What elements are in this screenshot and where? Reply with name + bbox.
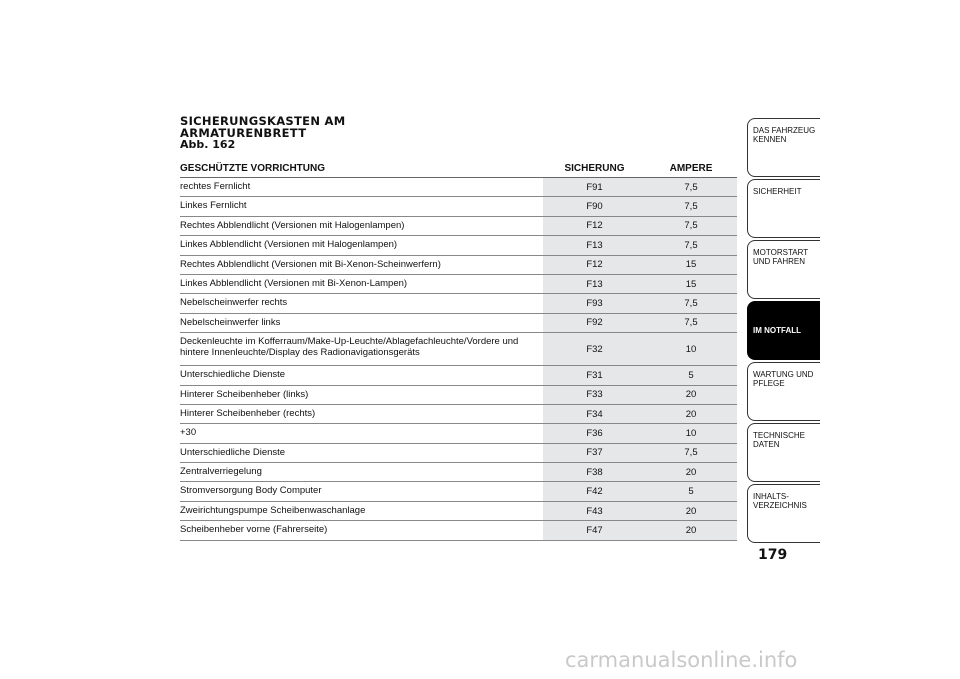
row-ampere: 10 — [645, 424, 737, 442]
header-device: GESCHÜTZTE VORRICHTUNG — [180, 163, 325, 174]
row-fuse: F42 — [543, 482, 646, 500]
row-fuse: F38 — [543, 463, 646, 481]
row-ampere: 20 — [645, 386, 737, 404]
chapter-tab[interactable] — [747, 423, 820, 482]
table-row — [180, 178, 737, 197]
row-ampere: 7,5 — [645, 178, 737, 196]
row-fuse: F31 — [543, 366, 646, 384]
row-ampere: 7,5 — [645, 444, 737, 462]
table-row — [180, 405, 737, 424]
table-row — [180, 197, 737, 216]
chapter-tab[interactable] — [747, 179, 820, 238]
table-row — [180, 366, 737, 385]
row-ampere: 7,5 — [645, 217, 737, 235]
table-row — [180, 463, 737, 482]
row-ampere: 15 — [645, 275, 737, 293]
row-fuse: F13 — [543, 275, 646, 293]
row-device: Nebelscheinwerfer rechts — [180, 297, 288, 309]
row-ampere: 5 — [645, 482, 737, 500]
row-device: Zentralverriegelung — [180, 466, 262, 478]
row-ampere: 7,5 — [645, 236, 737, 254]
table-row — [180, 256, 737, 275]
table-row — [180, 294, 737, 313]
chapter-tab-label: MOTORSTART UND FAHREN — [753, 248, 808, 266]
row-device: Scheibenheber vorne (Fahrerseite) — [180, 524, 328, 536]
section-heading — [180, 115, 346, 151]
row-fuse: F33 — [543, 386, 646, 404]
row-device: Linkes Abblendlicht (Versionen mit Halogenlampen) — [180, 239, 398, 251]
row-device: Hinterer Scheibenheber (links) — [180, 388, 309, 400]
row-ampere: 7,5 — [645, 197, 737, 215]
table-row — [180, 314, 737, 333]
row-device: Linkes Fernlicht — [180, 200, 247, 212]
table-row — [180, 444, 737, 463]
table-row — [180, 333, 737, 366]
table-row — [180, 236, 737, 255]
chapter-tab[interactable] — [747, 484, 820, 543]
row-device: Deckenleuchte im Kofferraum/Make-Up-Leuchte/Ablagefachleuchte/Vordere und hintere Innenleuchte/Display des Radionavigationsgeräts — [180, 336, 519, 359]
row-fuse: F12 — [543, 217, 646, 235]
row-fuse: F92 — [543, 314, 646, 332]
row-fuse: F37 — [543, 444, 646, 462]
row-device: +30 — [180, 427, 197, 439]
row-device: Stromversorgung Body Computer — [180, 485, 322, 497]
row-ampere: 20 — [645, 463, 737, 481]
chapter-tab-label: SICHERHEIT — [753, 187, 802, 196]
row-ampere: 20 — [645, 502, 737, 520]
row-fuse: F32 — [543, 333, 646, 365]
heading-line2: ARMATURENBRETT — [180, 126, 307, 140]
table-row — [180, 424, 737, 443]
chapter-tabs — [747, 118, 820, 545]
row-fuse: F47 — [543, 521, 646, 539]
row-device: Rechtes Abblendlicht (Versionen mit Halogenlampen) — [180, 219, 405, 231]
row-fuse: F43 — [543, 502, 646, 520]
row-device: Zweirichtungspumpe Scheibenwaschanlage — [180, 504, 366, 516]
table-row — [180, 275, 737, 294]
row-ampere: 7,5 — [645, 314, 737, 332]
row-device: Unterschiedliche Dienste — [180, 446, 286, 458]
row-device: Hinterer Scheibenheber (rechts) — [180, 407, 316, 419]
page-number: 179 — [758, 547, 788, 563]
row-device: Rechtes Abblendlicht (Versionen mit Bi-Xenon-Scheinwerfern) — [180, 258, 441, 270]
heading-line1: SICHERUNGSKASTEN AM — [180, 114, 346, 128]
figure-reference: Abb. 162 — [180, 138, 236, 151]
row-ampere: 20 — [645, 521, 737, 539]
table-body — [180, 178, 737, 541]
chapter-tab-label: IM NOTFALL — [753, 326, 801, 335]
table-row — [180, 217, 737, 236]
row-ampere: 15 — [645, 256, 737, 274]
row-fuse: F13 — [543, 236, 646, 254]
row-fuse: F36 — [543, 424, 646, 442]
chapter-tab[interactable] — [747, 240, 820, 299]
chapter-tab[interactable] — [747, 118, 820, 177]
table-header — [180, 161, 737, 178]
row-device: rechtes Fernlicht — [180, 181, 251, 192]
row-ampere: 7,5 — [645, 294, 737, 312]
table-row — [180, 482, 737, 501]
table-row — [180, 521, 737, 540]
chapter-tab-label: INHALTS- VERZEICHNIS — [753, 492, 807, 510]
row-fuse: F12 — [543, 256, 646, 274]
row-ampere: 20 — [645, 405, 737, 423]
header-fuse: SICHERUNG — [564, 163, 625, 174]
row-ampere: 5 — [645, 366, 737, 384]
header-ampere: AMPERE — [669, 163, 713, 174]
chapter-tab[interactable] — [747, 301, 820, 360]
row-device: Linkes Abblendlicht (Versionen mit Bi-Xenon-Lampen) — [180, 277, 408, 289]
chapter-tab-label: DAS FAHRZEUG KENNEN — [753, 126, 816, 144]
chapter-tab[interactable] — [747, 362, 820, 421]
row-device: Unterschiedliche Dienste — [180, 369, 286, 381]
row-ampere: 10 — [645, 333, 737, 365]
chapter-tab-label: TECHNISCHE DATEN — [753, 431, 806, 449]
chapter-tab-label: WARTUNG UND PFLEGE — [753, 370, 814, 388]
row-device: Nebelscheinwerfer links — [180, 316, 281, 328]
row-fuse: F93 — [543, 294, 646, 312]
table-row — [180, 502, 737, 521]
row-fuse: F91 — [543, 178, 646, 196]
table-row — [180, 386, 737, 405]
watermark-text: carmanualsonline.info — [565, 648, 798, 672]
row-fuse: F90 — [543, 197, 646, 215]
row-fuse: F34 — [543, 405, 646, 423]
fuse-table — [180, 161, 737, 541]
